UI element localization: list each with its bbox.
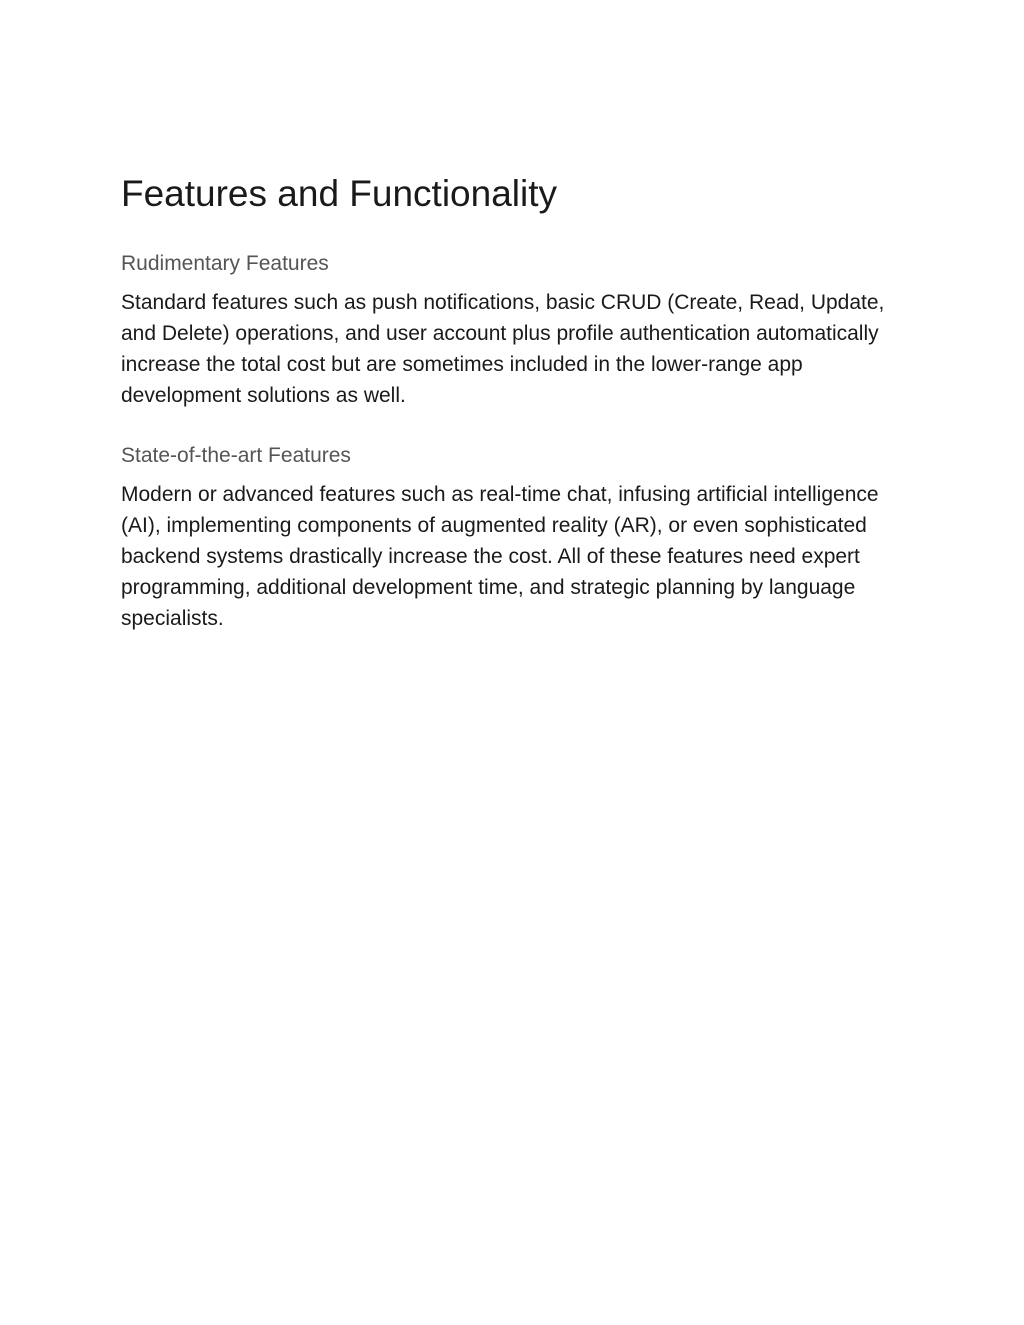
section-heading: Rudimentary Features: [121, 252, 329, 275]
page-title: Features and Functionality: [121, 173, 558, 214]
section-rudimentary-features: [121, 250, 921, 411]
section-state-of-the-art-features: [121, 442, 921, 634]
section-paragraph: Modern or advanced features such as real-time chat, infusing artificial intelligence (AI), implementing components of augmented reality (AR), or even sophisticated backend systems drastically increase the cost. All of these features need expert programming, additional development time, and strategic planning by language specialists.: [121, 483, 879, 630]
section-heading: State-of-the-art Features: [121, 444, 351, 467]
section-paragraph: Standard features such as push notifications, basic CRUD (Create, Read, Update, and Delete) operations, and user account plus profile authentication automatically increase the total cost but are sometimes included in the lower-range app development solutions as well.: [121, 291, 885, 407]
document-page: [121, 172, 921, 634]
